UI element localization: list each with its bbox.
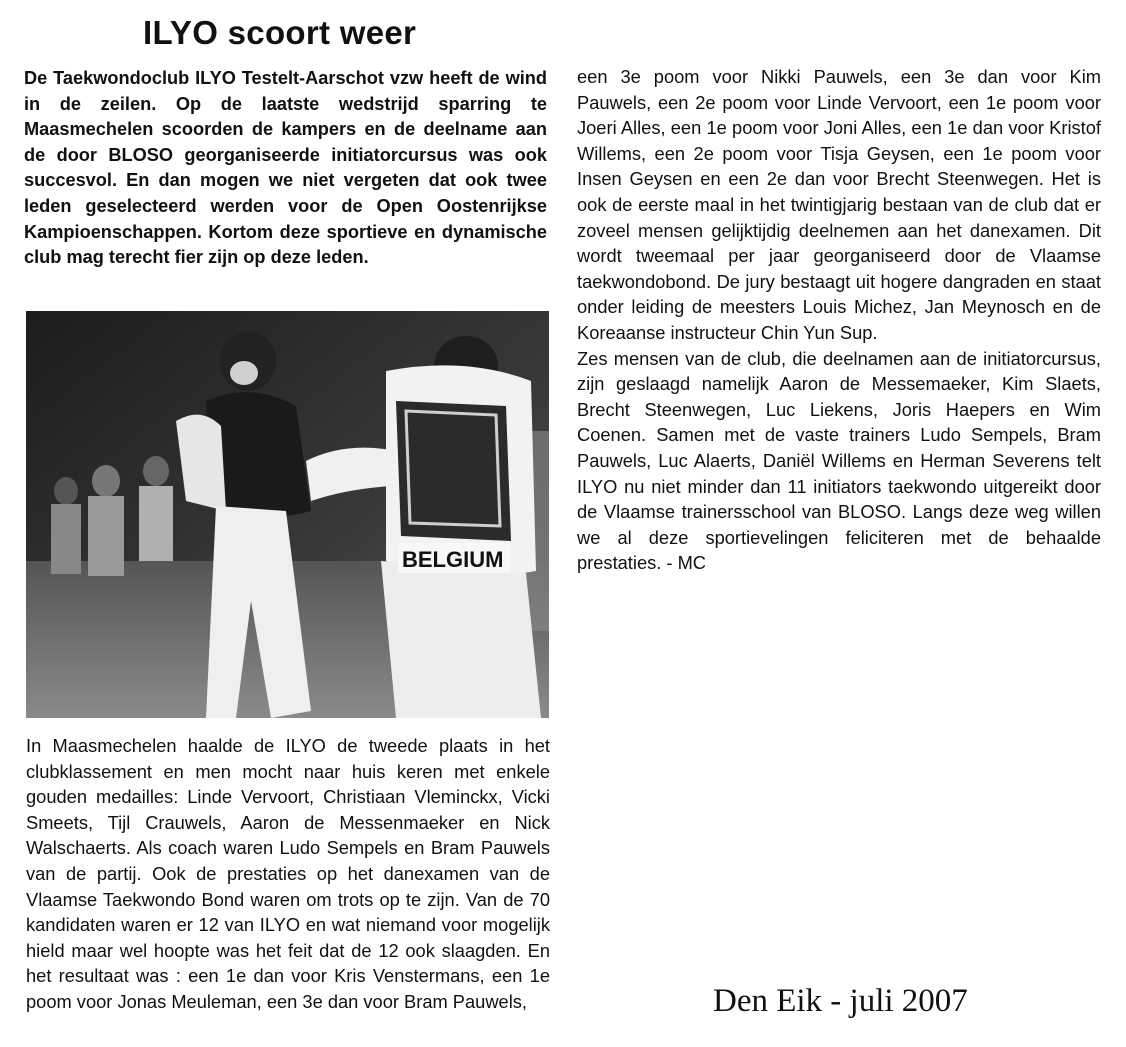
jersey-text: BELGIUM (402, 547, 504, 572)
article-column-right (577, 64, 1101, 576)
article-column-left: In Maasmechelen haalde de ILYO de tweede plaats in het clubklassement en men mocht naar huis keren met enkele gouden medailles: Linde Vervoort, Christiaan Vleminckx, Vicki Smeets, Tijl Crauwels, Aaron de Messenmaeker en Nick Walschaerts. Als coach waren Ludo Sempels en Bram Pauwels van de partij. Ook de prestaties op het danexamen van de Vlaamse Taekwondo Bond waren om trots op te zijn. Van de 70 kandidaten waren er 12 van ILYO en wat niemand voor mogelijk hield maar wel hoopte was het feit dat de 12 ook slaagden. En het resultaat was : een 1e dan voor Kris Venstermans, een 1e poom voor Jonas Meuleman, een 3e dan voor Bram Pauwels, (26, 735, 550, 1012)
article-title: ILYO scoort weer (143, 14, 417, 51)
taekwondo-sparring-photo-icon (26, 311, 549, 718)
article-paragraph: een 3e poom voor Nikki Pauwels, een 3e dan voor Kim Pauwels, een 2e poom voor Linde Vervoort, een 1e poom voor Joeri Alles, een 1e poom voor Joni Alles, een 1e dan voor Kristof Willems, een 2e poom voor Tisja Geysen, een 1e poom voor Insen Geysen en een 2e dan voor Brecht Steenwegen. Het is ook de eerste maal in het twintigjarig bestaan van de club dat er zoveel mensen gelijktijdig deelnemen aan het danexamen. Dit wordt tweemaal per jaar georganiseerd door de Vlaamse taekwondobond. De jury bestaagt uit hogere dangraden en staat onder leiding de meesters Louis Michez, Jan Meynosch en de Koreaanse instructeur Chin Yun Sup. (577, 66, 1101, 343)
article-paragraph: Zes mensen van de club, die deelnamen aan de initiatorcursus, zijn geslaagd namelijk Aaron de Messemaeker, Kim Slaets, Brecht Steenwegen, Luc Liekens, Joris Haepers en Wim Coenen. Samen met de vaste trainers Ludo Sempels, Bram Pauwels, Luc Alaerts, Daniël Willems en Herman Severens telt ILYO nu niet minder dan 11 initiators taekwondo uitgereikt door de Vlaamse trainersschool van BLOSO. Langs deze weg willen we al deze sportievelingen feliciteren met de behaalde prestaties. - MC (577, 347, 1101, 574)
publication-footer: Den Eik - juli 2007 (713, 983, 968, 1019)
article-lead: De Taekwondoclub ILYO Testelt-Aarschot vzw heeft de wind in de zeilen. Op de laatste wedstrijd sparring te Maasmechelen scoorden de kampers en de deelname aan de door BLOSO georganiseerde initiatorcursus was ook succesvol. En dan mogen we niet vergeten dat ook twee leden geselecteerd werden voor de Open Oostenrijkse Kampioenschappen. Kortom deze sportieve en dynamische club mag terecht fier zijn op deze leden. (24, 68, 547, 268)
